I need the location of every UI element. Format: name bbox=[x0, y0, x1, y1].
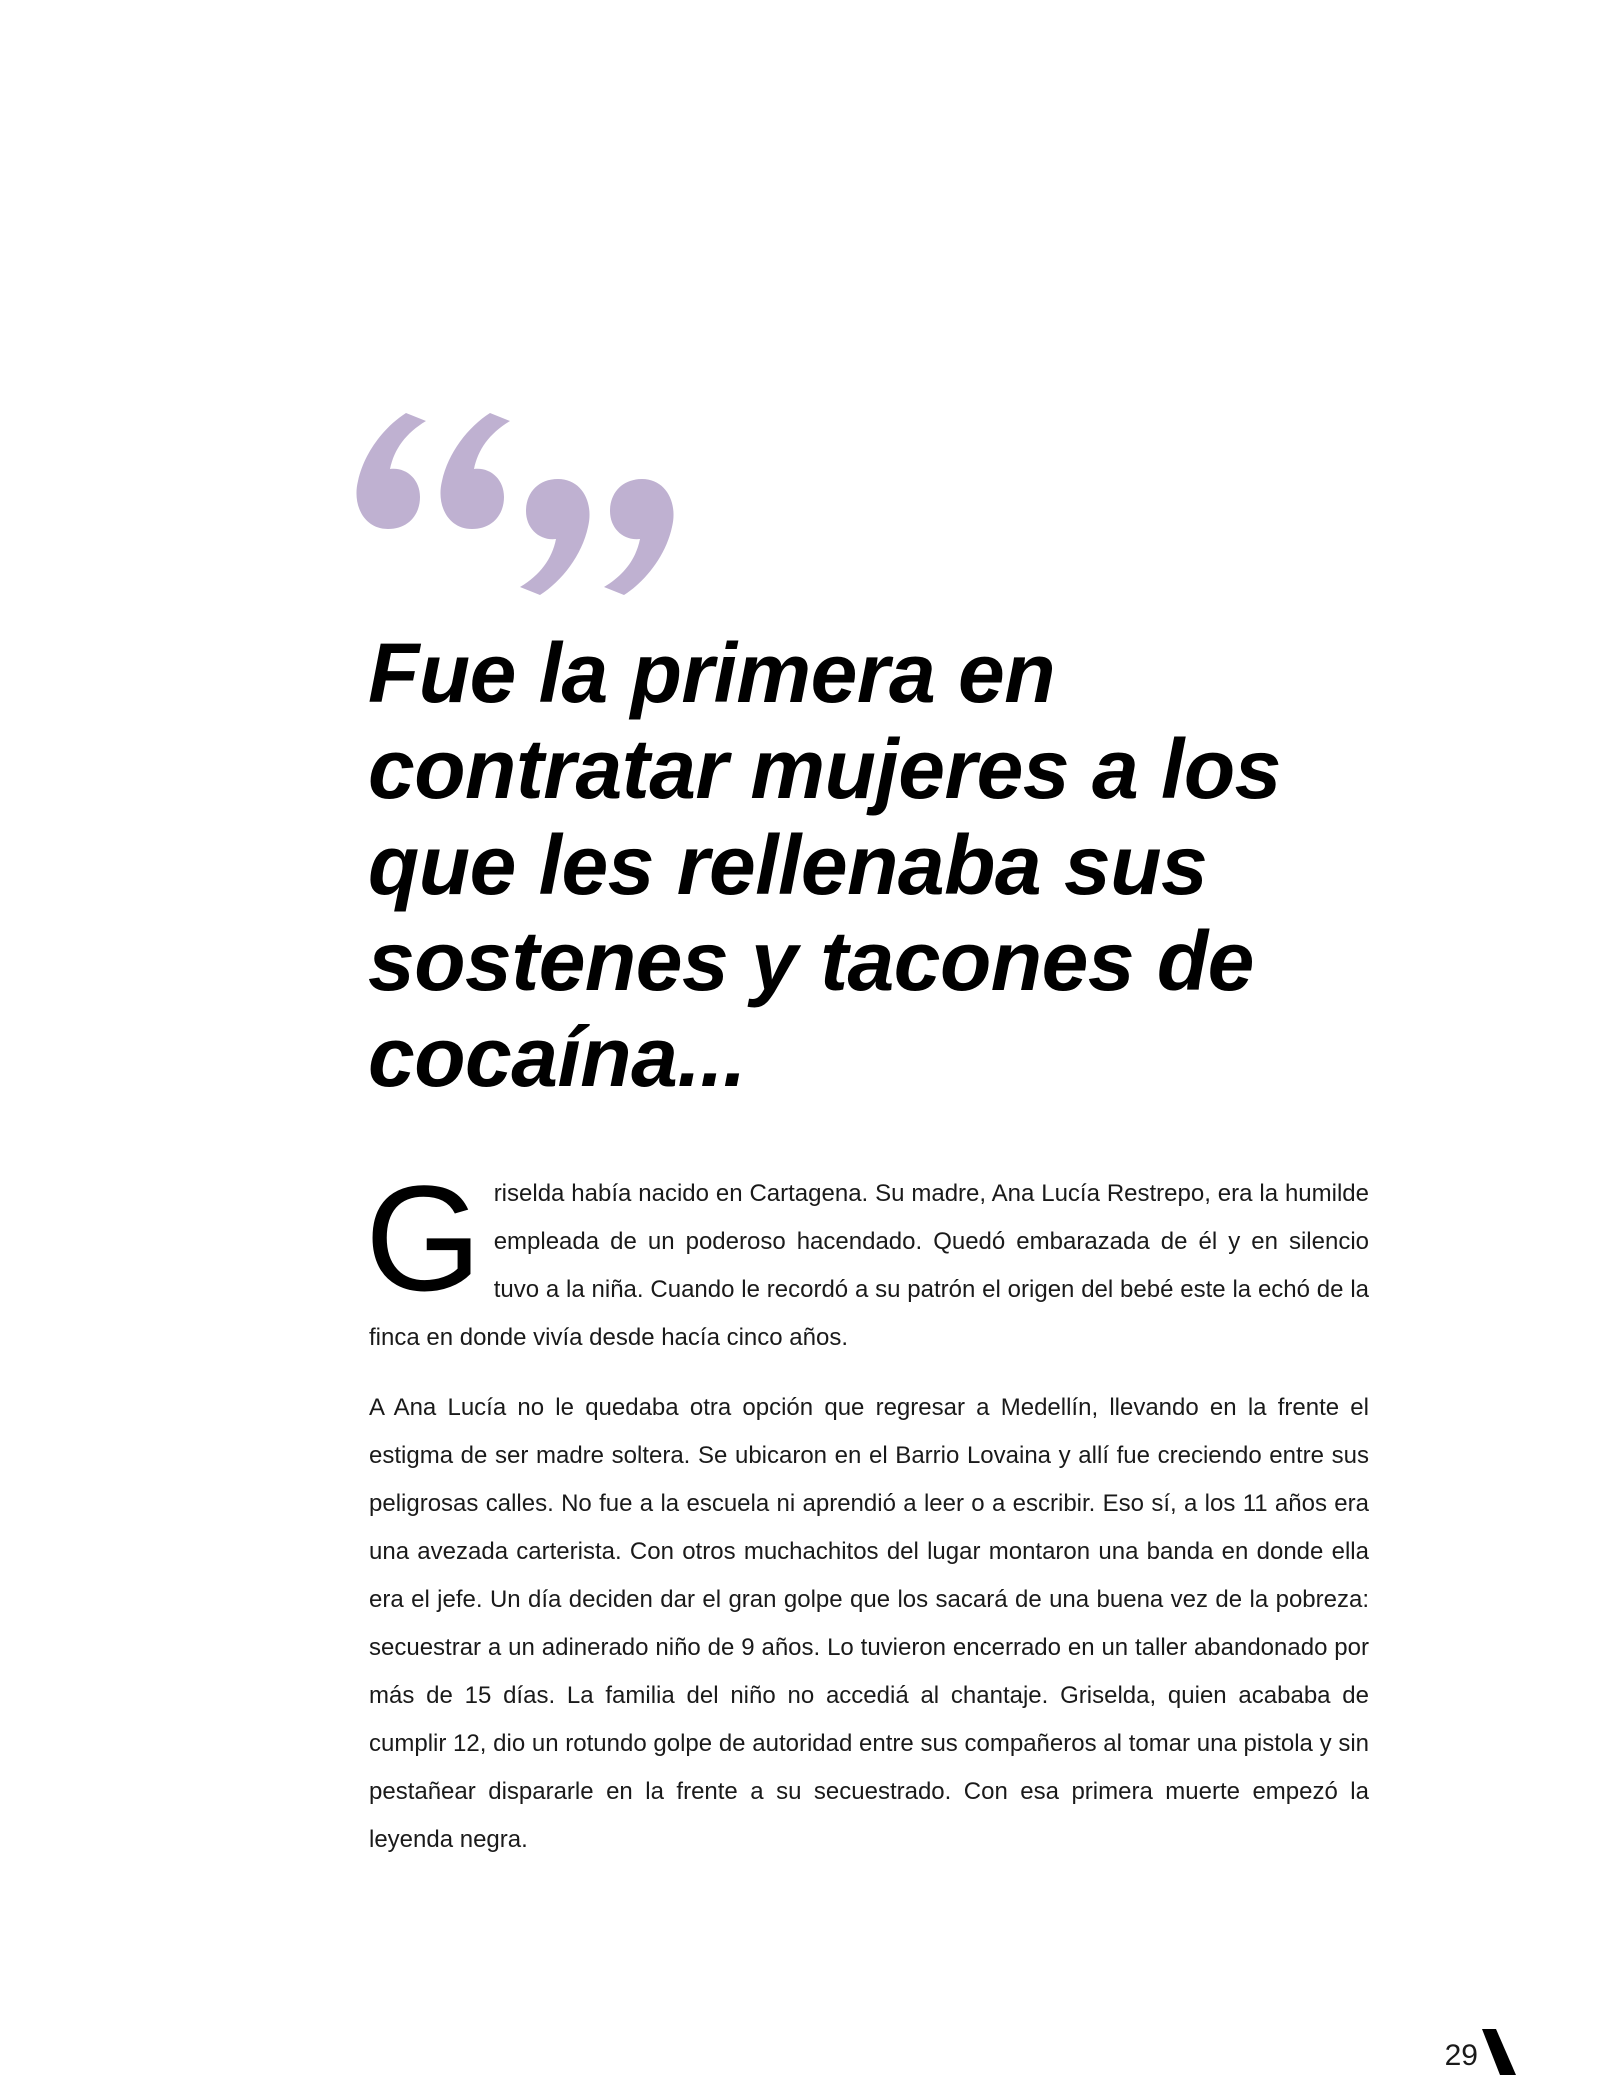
article-body bbox=[365, 1154, 1369, 1864]
pull-quote-line: cocaína... bbox=[368, 1010, 746, 1104]
quotation-marks-icon bbox=[340, 405, 690, 605]
article-paragraph bbox=[365, 1154, 1369, 1362]
pull-quote-line: sostenes y tacones de bbox=[368, 914, 1254, 1008]
page-number: 29 bbox=[1444, 2039, 1478, 2072]
pull-quote-line: Fue la primera en bbox=[368, 626, 1056, 720]
slanted-bar-icon bbox=[1482, 2029, 1516, 2075]
drop-cap: G bbox=[365, 1154, 482, 1322]
pull-quote-line: contratar mujeres a los bbox=[368, 722, 1281, 816]
pull-quote bbox=[368, 625, 1348, 1105]
page-footer bbox=[1445, 2029, 1516, 2075]
pull-quote-line: que les rellenaba sus bbox=[368, 818, 1208, 912]
article-paragraph-text: riselda había nacido en Cartagena. Su madre, Ana Lucía Restrepo, era la humilde empleada de un poderoso hacendado. Quedó embarazada de él y en silencio tuvo a la niña. Cuando le recordó a su patrón el origen del bebé este la echó de la finca en donde vivía desde hacía cinco años. bbox=[369, 1180, 1369, 1351]
article-paragraph: A Ana Lucía no le quedaba otra opción que regresar a Medellín, llevando en la frente el estigma de ser madre soltera. Se ubicaron en el Barrio Lovaina y allí fue creciendo entre sus peligrosas calles. No fue a la escuela ni aprendió a leer o a escribir. Eso sí, a los 11 años era una avezada carterista. Con otros muchachitos del lugar montaron una banda en donde ella era el jefe. Un día deciden dar el gran golpe que los sacará de una buena vez de la pobreza: secuestrar a un adinerado niño de 9 años. Lo tuvieron encerrado en un taller abandonado por más de 15 días. La familia del niño no accediá al chantaje. Griselda, quien acababa de cumplir 12, dio un rotundo golpe de autoridad entre sus compañeros al tomar una pistola y sin pestañear dispararle en la frente a su secuestrado. Con esa primera muerte empezó la leyenda negra. bbox=[369, 1394, 1369, 1853]
